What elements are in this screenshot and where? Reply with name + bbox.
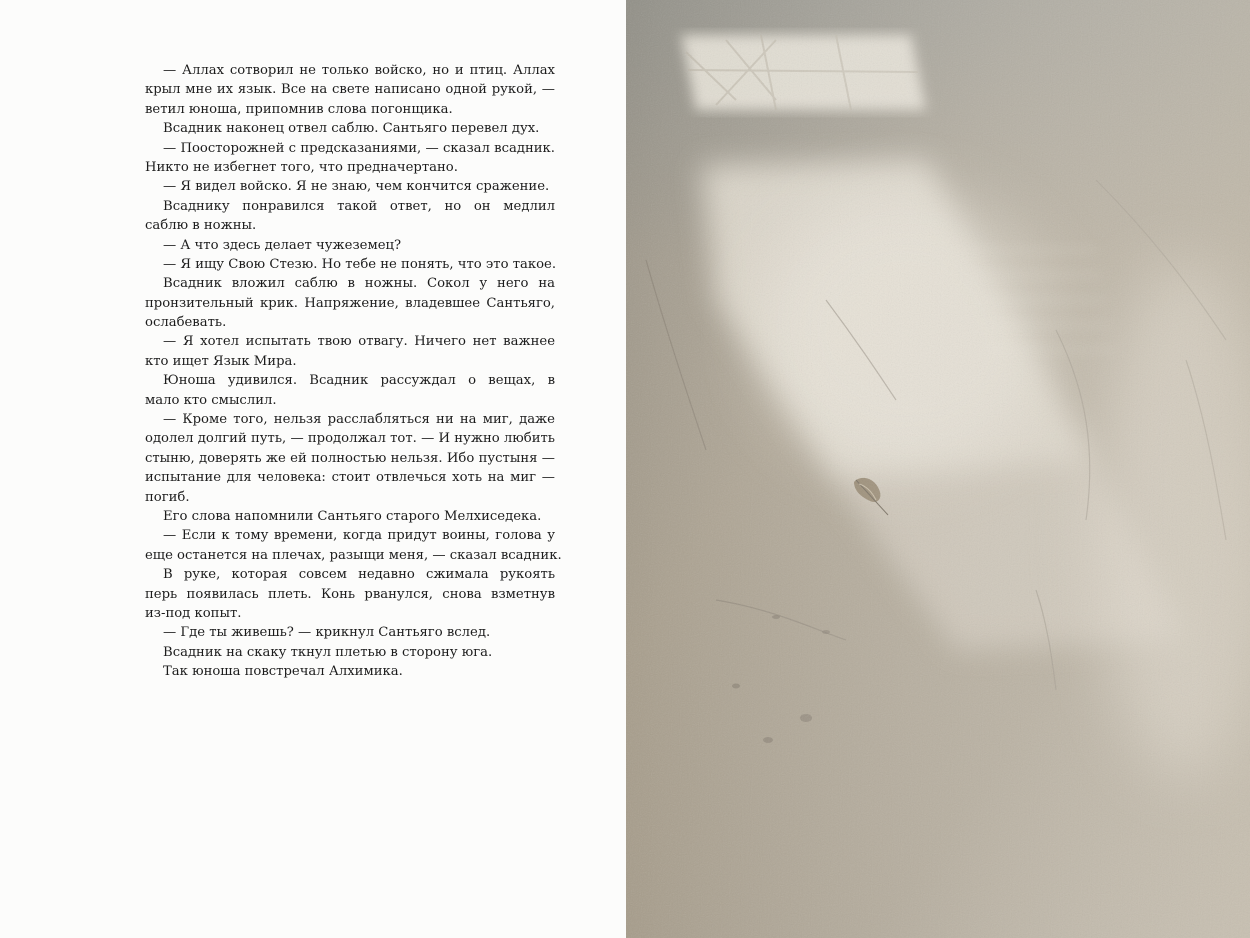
text-line: перь появилась плеть. Конь рванулся, снова взметнув	[145, 586, 555, 602]
text-line: кто ищет Язык Мира.	[145, 353, 297, 369]
text-line: — Где ты живешь? — крикнул Сантьяго вслед.	[163, 625, 491, 641]
text-line: — Аллах сотворил не только войско, но и птиц. Аллах	[163, 63, 555, 78]
text-line: саблю в ножны.	[145, 218, 257, 234]
text-line: Всадник на скаку ткнул плетью в сторону юга.	[163, 644, 493, 660]
text-line: — Если к тому времени, когда придут воины, голова у	[163, 528, 555, 544]
text-line: В руке, которая совсем недавно сжимала рукоять	[163, 567, 555, 583]
text-line: — Я видел войско. Я не знаю, чем кончится сражение.	[163, 179, 550, 195]
text-line: Никто не избегнет того, что предначертано.	[145, 159, 458, 175]
text-line: Так юноша повстречал Алхимика.	[163, 664, 403, 680]
text-line: из-под копыт.	[145, 605, 242, 621]
text-line: Всадник наконец отвел саблю. Сантьяго перевел дух.	[163, 121, 540, 137]
text-line: одолел долгий путь, — продолжал тот. — И нужно любить	[145, 431, 555, 447]
illustration-page	[626, 0, 1250, 938]
text-line: — Поосторожней с предсказаниями, — сказал всадник.	[163, 140, 555, 156]
text-line: — Я ищу Свою Стезю. Но тебе не понять, что это такое.	[163, 256, 557, 272]
text-line: — Кроме того, нельзя расслабляться ни на миг, даже	[163, 412, 555, 428]
text-line: ветил юноша, припомнив слова погонщика.	[145, 101, 453, 117]
text-line: Его слова напомнили Сантьяго старого Мелхиседека.	[163, 508, 542, 524]
text-line: мало кто смыслил.	[145, 392, 277, 408]
text-line: ослабевать.	[145, 315, 227, 331]
body-text	[145, 61, 562, 682]
text-line: — Я хотел испытать твою отвагу. Ничего нет важнее	[163, 334, 555, 350]
sand-light-illustration	[626, 0, 1250, 938]
text-line: — А что здесь делает чужеземец?	[163, 237, 402, 253]
text-line: стыню, доверять же ей полностью нельзя. Ибо пустыня —	[145, 450, 555, 466]
text-line: крыл мне их язык. Все на свете написано одной рукой, —	[145, 82, 555, 98]
text-line: испытание для человека: стоит отвлечься хоть на миг —	[145, 470, 555, 486]
text-line: Юноша удивился. Всадник рассуждал о вещах, в	[163, 373, 555, 389]
paper-grain	[626, 0, 1250, 938]
text-line: Всадник вложил саблю в ножны. Сокол у него на	[163, 276, 555, 292]
text-line: еще останется на плечах, разыщи меня, — сказал всадник.	[145, 547, 562, 563]
text-line: пронзительный крик. Напряжение, владевшее Сантьяго,	[145, 295, 555, 311]
text-line: погиб.	[145, 489, 190, 505]
text-line: Всаднику понравился такой ответ, но он медлил	[163, 198, 555, 214]
